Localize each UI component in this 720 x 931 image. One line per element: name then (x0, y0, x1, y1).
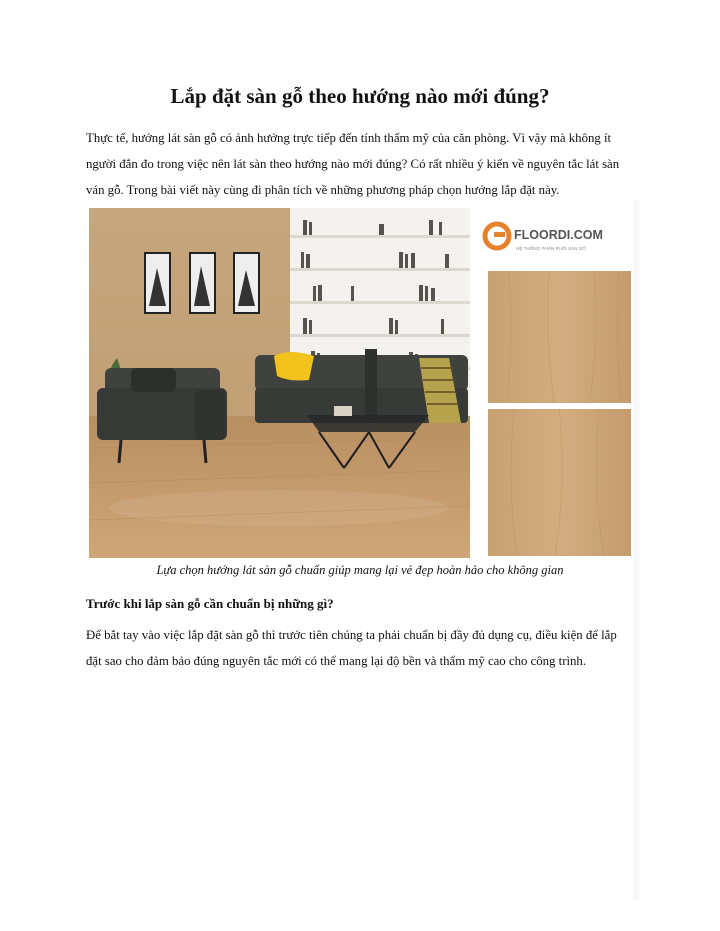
sofa (255, 349, 468, 423)
wood-samples (480, 268, 634, 558)
floordi-logo (480, 208, 634, 268)
logo-text: FLOORDI.COM (514, 228, 603, 242)
figure-caption: Lựa chọn hướng lát sàn gỗ chuẩn giúp mang lại vẻ đẹp hoàn hảo cho không gian (156, 563, 564, 577)
section-paragraph (86, 622, 646, 674)
section-line: Để bắt tay vào việc lắp đặt sàn gỗ thì trước tiên chúng ta phải chuẩn bị đầy đủ dụng cụ, điều kiện để lắp (86, 628, 617, 642)
room-scene (89, 208, 470, 558)
wall-frames (145, 253, 259, 313)
page-edge-shadow (634, 200, 642, 900)
section-heading: Trước khi lắp sàn gỗ cần chuẩn bị những gì? (86, 596, 334, 611)
section-line: đặt sao cho đảm bảo đúng nguyên tắc mới có thể mang lại độ bền và thẩm mỹ cao cho công trình. (86, 654, 587, 668)
intro-paragraph (86, 125, 646, 203)
intro-line: ván gỗ. Trong bài viết này cùng đi phân tích về những phương pháp chọn hướng lắp đặt này. (86, 183, 560, 197)
room-floor-image (89, 208, 634, 558)
logo-subtitle: HỆ THỐNG PHÂN PHỐI SÀN GỖ (516, 246, 586, 251)
intro-line: người đắn đo trong việc nên lát sàn theo hướng nào mới đúng? Có rất nhiều ý kiến về nguyên tắc lát sàn (86, 157, 620, 171)
page-title: Lắp đặt sàn gỗ theo hướng nào mới đúng? (170, 84, 550, 108)
intro-line: Thực tế, hướng lát sàn gỗ có ảnh hưởng trực tiếp đến tính thẩm mỹ của căn phòng. Vì vậy mà không ít (86, 131, 612, 145)
